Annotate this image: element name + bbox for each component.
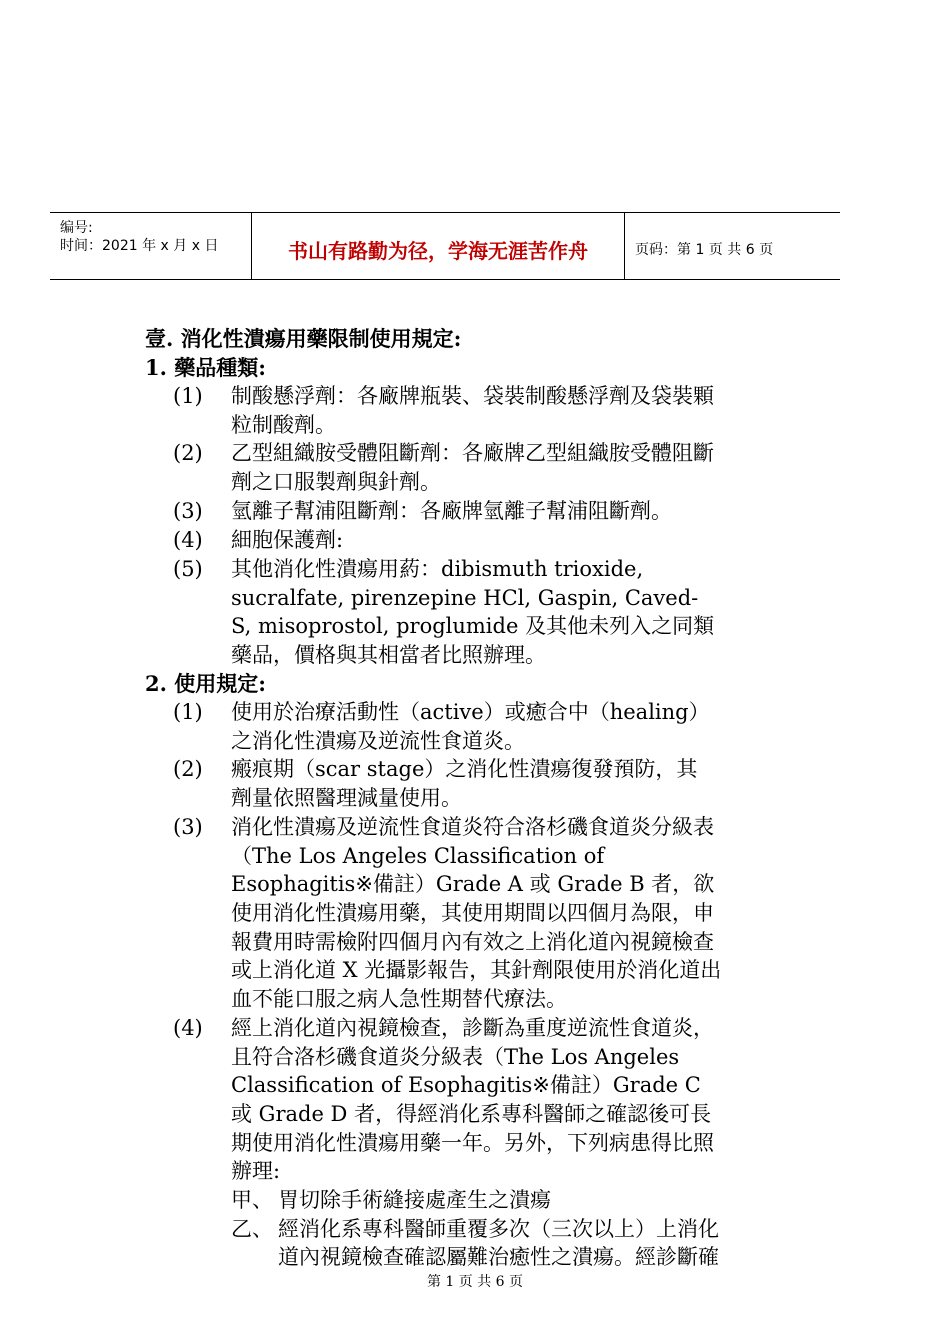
- header-motto-cell: [252, 213, 625, 279]
- sub-item-label: 乙、: [231, 1217, 273, 1241]
- list-item-number: (5): [173, 557, 203, 581]
- header-page-cell: [625, 213, 840, 279]
- list-item-line: 辦理:: [231, 1159, 281, 1183]
- list-item-line: 或上消化道 X 光攝影報告，其針劑限使用於消化道出: [231, 958, 722, 982]
- page-footer: 第 1 页 共 6 页: [426, 1274, 524, 1290]
- sub-item-label: 甲、: [231, 1188, 273, 1212]
- list-item-line: 使用消化性潰瘍用藥，其使用期間以四個月為限，申: [231, 901, 714, 925]
- list-item-line: 瘢痕期（scar stage）之消化性潰瘍復發預防，其: [231, 757, 698, 781]
- list-item-line: 藥品，價格與其相當者比照辦理。: [231, 643, 546, 667]
- sub-item-line: 道內視鏡檢查確認屬難治癒性之潰瘍。經診斷確: [278, 1245, 719, 1269]
- header-page-label: 页码：第 1 页 共 6 页: [635, 242, 774, 258]
- list-item-line: Esophagitis※備註）Grade A 或 Grade B 者，欲: [231, 872, 715, 896]
- document-header: [50, 212, 840, 280]
- list-item-line: sucralfate, pirenzepine HCl, Gaspin, Caved-: [231, 586, 699, 610]
- list-item-line: 劑之口服製劑與針劑。: [231, 470, 441, 494]
- list-item-line: 報費用時需檢附四個月內有效之上消化道內視鏡檢查: [231, 930, 714, 954]
- list-item-line: 制酸懸浮劑：各廠牌瓶裝、袋裝制酸懸浮劑及袋裝顆: [231, 384, 714, 408]
- list-item-number: (2): [173, 441, 203, 465]
- document-date-label: 时间：2021 年 x 月 x 日: [60, 238, 219, 254]
- section1-heading: 1. 藥品種類:: [145, 355, 266, 380]
- list-item-line: 之消化性潰瘍及逆流性食道炎。: [231, 729, 525, 753]
- header-motto: 书山有路勤为径，学海无涯苦作舟: [288, 239, 588, 263]
- list-item-number: (3): [173, 499, 203, 523]
- list-item-line: 血不能口服之病人急性期替代療法。: [231, 987, 567, 1011]
- list-item-line: 乙型組織胺受體阻斷劑：各廠牌乙型組織胺受體阻斷: [231, 441, 714, 465]
- list-item-number: (1): [173, 700, 203, 724]
- list-item-line: 經上消化道內視鏡檢查，診斷為重度逆流性食道炎，: [231, 1016, 714, 1040]
- header-info-cell: [50, 213, 252, 279]
- list-item-line: 使用於治療活動性（active）或癒合中（healing）: [231, 700, 710, 724]
- list-item-number: (1): [173, 384, 203, 408]
- list-item-line: 氫離子幫浦阻斷劑：各廠牌氫離子幫浦阻斷劑。: [231, 499, 672, 523]
- list-item-line: 或 Grade D 者，得經消化系專科醫師之確認後可長: [231, 1102, 712, 1126]
- list-item-line: 消化性潰瘍及逆流性食道炎符合洛杉磯食道炎分級表: [231, 815, 714, 839]
- list-item-line: 其他消化性潰瘍用葯：dibismuth trioxide,: [231, 557, 644, 581]
- document-number-label: 编号:: [60, 220, 93, 236]
- section2-heading: 2. 使用規定:: [145, 671, 266, 696]
- list-item-number: (3): [173, 815, 203, 839]
- list-item-number: (2): [173, 757, 203, 781]
- sub-item-line: 胃切除手術縫接處產生之潰瘍: [278, 1188, 551, 1212]
- list-item-line: S, misoprostol, proglumide 及其他未列入之同類: [231, 614, 715, 638]
- list-item-line: 且符合洛杉磯食道炎分級表（The Los Angeles: [231, 1045, 680, 1069]
- list-item-number: (4): [173, 528, 203, 552]
- list-item-line: 粒制酸劑。: [231, 413, 336, 437]
- list-item-line: 期使用消化性潰瘍用藥一年。另外，下列病患得比照: [231, 1131, 714, 1155]
- list-item-line: 細胞保護劑:: [231, 528, 344, 552]
- list-item-number: (4): [173, 1016, 203, 1040]
- document-title: 壹. 消化性潰瘍用藥限制使用規定:: [145, 326, 462, 351]
- sub-item-line: 經消化系專科醫師重覆多次（三次以上）上消化: [278, 1217, 719, 1241]
- list-item-line: 劑量依照醫理減量使用。: [231, 786, 462, 810]
- list-item-line: Classification of Esophagitis※備註）Grade C: [231, 1073, 701, 1097]
- list-item-line: （The Los Angeles Classification of: [231, 844, 605, 868]
